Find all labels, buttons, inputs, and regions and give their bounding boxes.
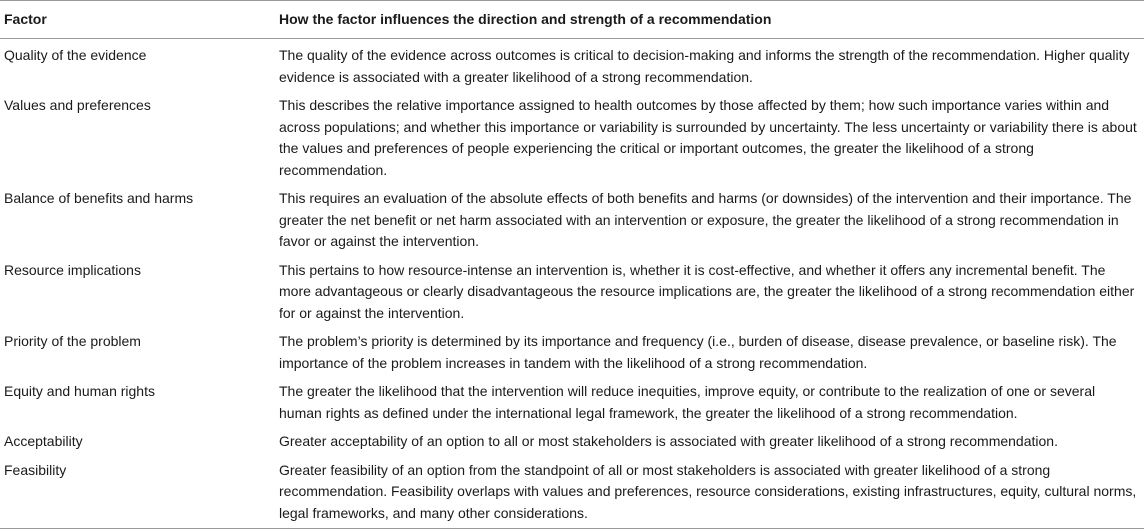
factor-cell: Acceptability [4,433,83,449]
factor-cell: Balance of benefits and harms [4,190,194,206]
table-row [0,256,1144,328]
table-row [0,39,1144,92]
factor-cell: Values and preferences [4,97,151,113]
header-description: How the factor influences the direction and strength of a recommendation [279,11,772,27]
description-cell: This describes the relative importance assigned to health outcomes by those affected by them; how such importance varies within and across populations; and whether this importance or variability is surrounded by uncertainty. The less uncertainty or variability there is about the values and preferences of people experiencing the critical or important outcomes, the greater the likelihood of a strong recommendation. [279,97,1137,178]
description-cell: Greater acceptability of an option to all or most stakeholders is associated with greater likelihood of a strong recommendation. [279,433,1058,449]
factor-cell: Quality of the evidence [4,47,147,63]
description-cell: Greater feasibility of an option from the standpoint of all or most stakeholders is associated with greater likelihood of a strong recommendation. Feasibility overlaps with values and preferences, resource considerations, existing infrastructures, equity, cultural norms, legal frameworks, and many other considerations. [279,461,1137,521]
table-header [0,1,1144,39]
factor-cell: Equity and human rights [4,383,155,399]
table-body [0,39,1144,529]
factor-cell: Priority of the problem [4,333,141,349]
table-row [0,377,1144,427]
description-cell: This requires an evaluation of the absolute effects of both benefits and harms (or downsides) of the intervention and their importance. The greater the net benefit or net harm associated with an intervention or exposure, the greater the likelihood of a strong recommendation in favor or against the intervention. [279,190,1132,249]
factor-cell: Resource implications [4,261,141,278]
table-row [0,91,1144,184]
description-cell: The greater the likelihood that the intervention will reduce inequities, improve equity, or contribute to the realization of one or several human rights as defined under the international legal framework, the greater the likelihood of a strong recommendation. [279,383,1096,421]
factor-cell: Feasibility [4,461,67,478]
header-factor: Factor [4,11,47,27]
description-cell: The quality of the evidence across outcomes is critical to decision-making and informs the strength of the recommendation. Higher quality evidence is associated with a greater likelihood of a strong recommendation. [279,47,1130,85]
table-row [0,184,1144,256]
table-row [0,427,1144,456]
description-cell: The problem’s priority is determined by its importance and frequency (i.e., burden of disease, disease prevalence, or baseline risk). The importance of the problem increases in tandem with the likelihood of a strong recommendation. [279,333,1117,371]
description-cell: This pertains to how resource-intense an intervention is, whether it is cost-effective, and whether it offers any incremental benefit. The more advantageous or clearly disadvantageous the resource implications are, the greater the likelihood of a strong recommendation either for or against the intervention. [279,261,1135,321]
table-row [0,327,1144,377]
header-row [0,1,1144,39]
